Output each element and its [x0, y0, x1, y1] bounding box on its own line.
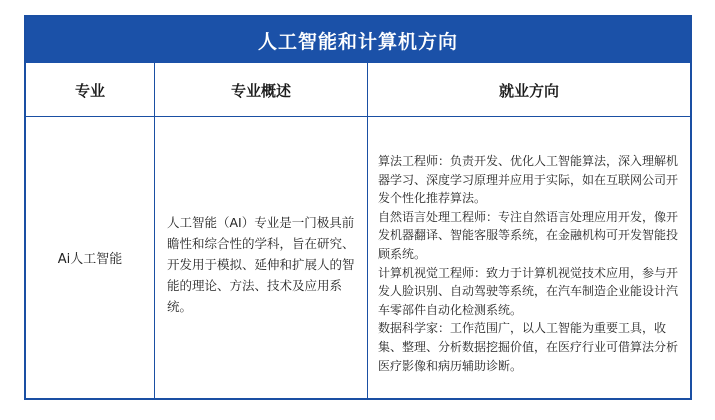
header-overview: 专业概述 [154, 63, 367, 117]
header-careers: 就业方向 [367, 63, 690, 117]
cell-major: Ai人工智能 [57, 252, 123, 267]
career-item: 算法工程师：负责开发、优化人工智能算法，深入理解机器学习、深度学习原理并应用于实际，如在互联网公司开发个性化推荐算法。 [378, 154, 679, 206]
table-header-row [26, 63, 690, 117]
career-item: 自然语言处理工程师：专注自然语言处理应用开发，像开发机器翻译、智能客服等系统，在金融机构可开发智能投顾系统。 [378, 209, 679, 261]
career-item: 数据科学家：工作范围广，以人工智能为重要工具，收集、整理、分析数据挖掘价值，在医疗行业可借算法分析医疗影像和病历辅助诊断。 [378, 321, 679, 373]
table-title: 人工智能和计算机方向 [26, 17, 690, 63]
table-row [26, 117, 690, 398]
major-table [24, 15, 692, 400]
cell-overview: 人工智能（AI）专业是一门极具前瞻性和综合性的学科，旨在研究、开发用于模拟、延伸和扩展人的智能的理论、方法、技术及应用系统。 [154, 117, 367, 398]
career-item: 计算机视觉工程师：致力于计算机视觉技术应用，参与开发人脸识别、自动驾驶等系统，在汽车制造企业能设计汽车零部件自动化检测系统。 [378, 265, 679, 317]
cell-careers [367, 117, 690, 398]
header-major: 专业 [74, 81, 105, 100]
